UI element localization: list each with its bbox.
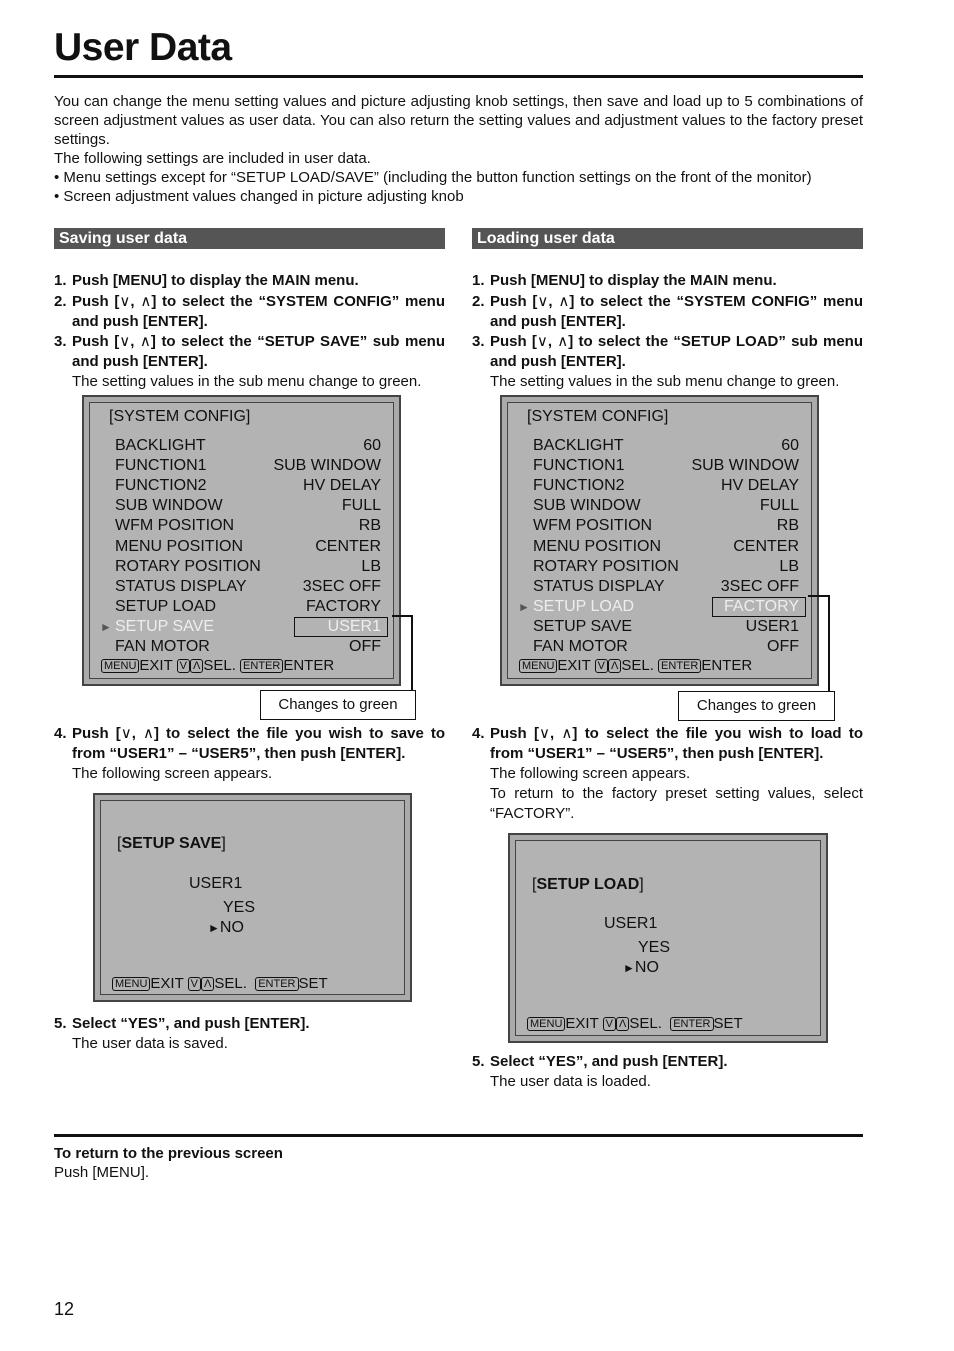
intro-bullet-1: • Menu settings except for “SETUP LOAD/SAVE” (including the button function settings on the front of the monitor): [54, 169, 812, 186]
separator: ,: [547, 333, 558, 350]
footer-exit: EXIT: [557, 657, 591, 674]
menu-row-value: RB: [776, 517, 799, 535]
step-text-b: ] to select the file you wish to save to from “USER1” – “USER5”, then push [ENTER].: [72, 725, 445, 762]
pointer-icon: ►: [518, 599, 530, 614]
system-config-screen-save: [82, 395, 401, 686]
pointer-icon: ►: [100, 619, 112, 634]
step-text: [490, 332, 863, 372]
bracket: ]: [245, 408, 251, 425]
step-text-a: Push [: [490, 293, 538, 310]
title-rule: [54, 75, 863, 78]
menu-row-label[interactable]: FUNCTION2: [115, 477, 207, 495]
step-note-2: To return to the factory preset setting values, select “FACTORY”.: [490, 785, 863, 822]
step-note: The setting values in the sub menu change to green.: [72, 373, 422, 390]
setup-load-screen: [508, 833, 828, 1043]
footer-rule: [54, 1134, 863, 1137]
menu-row-value: LB: [361, 557, 381, 575]
step-text: Push [MENU] to display the MAIN menu.: [490, 272, 777, 289]
page-title: User Data: [54, 26, 232, 69]
separator: ,: [131, 725, 143, 742]
menu-row-value: LB: [779, 557, 799, 575]
step-text: Select “YES”, and push [ENTER].: [72, 1015, 310, 1032]
menu-title: [109, 408, 250, 426]
step-text: [490, 292, 863, 332]
footer-exit: EXIT: [565, 1015, 599, 1032]
menu-row-value: HV DELAY: [721, 477, 799, 495]
step-text-b: ] to select the “SETUP SAVE” sub menu and push [ENTER].: [72, 333, 445, 370]
menu-footer: [101, 657, 334, 674]
return-heading: To return to the previous screen: [54, 1145, 283, 1162]
save-step-2: [54, 292, 445, 332]
separator: ,: [130, 293, 141, 310]
confirm-footer: [112, 975, 328, 992]
menu-row-label[interactable]: SETUP LOAD: [115, 597, 217, 615]
up-key-icon: Λ: [608, 659, 621, 673]
enter-key-icon: ENTER: [658, 659, 701, 673]
menu-row-label[interactable]: ROTARY POSITION: [533, 557, 679, 575]
return-text: Push [MENU].: [54, 1164, 150, 1181]
menu-row-value: FACTORY: [724, 597, 799, 615]
screen-inner: [100, 800, 405, 995]
confirm-yes[interactable]: YES: [638, 939, 671, 956]
menu-row-value: FACTORY: [306, 597, 381, 615]
menu-row-label[interactable]: FUNCTION2: [533, 477, 625, 495]
footer-sel: SEL.: [203, 657, 236, 674]
menu-row-label[interactable]: WFM POSITION: [115, 517, 235, 535]
menu-row-value: OFF: [767, 638, 799, 655]
menu-row-label[interactable]: SETUP SAVE: [115, 617, 214, 635]
down-key-icon: V: [177, 659, 190, 673]
step-note: The setting values in the sub menu change to green.: [490, 373, 840, 390]
confirm-title-text: SETUP SAVE: [121, 835, 222, 852]
step-text: [490, 724, 863, 764]
step-note: The user data is loaded.: [490, 1073, 651, 1090]
menu-title-text: SYSTEM CONFIG: [531, 408, 664, 425]
separator: ,: [549, 725, 562, 742]
menu-row-value: FULL: [341, 497, 381, 515]
menu-key-icon: MENU: [112, 977, 150, 991]
down-arrow-icon: ∨: [536, 333, 548, 350]
menu-key-icon: MENU: [519, 659, 557, 673]
footer-sel: SEL.: [621, 657, 654, 674]
up-arrow-icon: ∧: [558, 293, 570, 310]
down-arrow-icon: ∨: [538, 725, 550, 742]
menu-row-label[interactable]: SETUP SAVE: [533, 617, 632, 635]
confirm-no[interactable]: [208, 919, 244, 937]
step-text-b: ] to select the “SYSTEM CONFIG” menu and push [ENTER].: [490, 293, 863, 330]
up-arrow-icon: ∧: [140, 293, 152, 310]
menu-row-label[interactable]: MENU POSITION: [115, 537, 244, 555]
step-text-b: ] to select the “SYSTEM CONFIG” menu and push [ENTER].: [72, 293, 445, 330]
confirm-footer: [527, 1015, 743, 1032]
system-config-screen-load: [500, 395, 819, 686]
menu-row-label[interactable]: MENU POSITION: [533, 537, 662, 555]
bracket: [: [117, 835, 122, 852]
load-step-5: [472, 1052, 863, 1092]
confirm-yes[interactable]: YES: [223, 899, 256, 916]
callout-line: [411, 615, 413, 691]
footer-exit: EXIT: [139, 657, 173, 674]
load-step-1: [472, 271, 863, 291]
screen-inner: [507, 402, 812, 679]
confirm-file: USER1: [604, 915, 658, 932]
menu-row-value: RB: [358, 517, 381, 535]
step-number: 4.: [54, 725, 67, 742]
footer-set: SET: [298, 975, 328, 992]
menu-row-value: 60: [781, 437, 799, 454]
pointer-icon: ►: [208, 921, 220, 935]
load-step-4: [472, 724, 863, 824]
step-number: 5.: [472, 1053, 485, 1070]
step-text-a: Push [: [72, 293, 120, 310]
step-number: 5.: [54, 1015, 67, 1032]
step-text: [72, 292, 445, 332]
menu-row-label[interactable]: FAN MOTOR: [533, 638, 628, 655]
step-number: 2.: [54, 293, 67, 310]
menu-row-label[interactable]: SUB WINDOW: [115, 497, 223, 515]
footer-sel: SEL.: [214, 975, 247, 992]
step-text-a: Push [: [72, 725, 121, 742]
menu-row-value: SUB WINDOW: [691, 457, 799, 475]
footer-sel: SEL.: [629, 1015, 662, 1032]
up-key-icon: Λ: [616, 1017, 629, 1031]
step-text: Push [MENU] to display the MAIN menu.: [72, 272, 359, 289]
step-text: Select “YES”, and push [ENTER].: [490, 1053, 728, 1070]
menu-row-label[interactable]: SUB WINDOW: [533, 497, 641, 515]
menu-row-value: OFF: [349, 638, 381, 655]
value-highlight-box: [712, 597, 806, 617]
step-text-b: ] to select the file you wish to load to from “USER1” – “USER5”, then push [ENTER].: [490, 725, 864, 762]
up-key-icon: Λ: [190, 659, 203, 673]
menu-row-value: HV DELAY: [303, 477, 381, 495]
intro-paragraph: You can change the menu setting values and picture adjusting knob settings, then save and load up to 5 combinations of screen adjustment values as user data. You can also return the setting values and adjustment values to the factory preset settings.: [54, 93, 863, 148]
callout-line: [392, 615, 412, 617]
menu-row-value: USER1: [327, 617, 381, 635]
step-note: The following screen appears.: [490, 765, 691, 782]
page-number: 12: [54, 1299, 75, 1319]
step-text-a: Push [: [72, 333, 120, 350]
menu-row-label[interactable]: BACKLIGHT: [533, 437, 624, 454]
confirm-title-text: SETUP LOAD: [536, 876, 640, 893]
intro: [54, 92, 863, 206]
confirm-title: [532, 876, 644, 894]
footer-enter: ENTER: [701, 657, 753, 674]
confirm-title: [117, 835, 226, 853]
down-key-icon: V: [603, 1017, 616, 1031]
separator: ,: [130, 333, 140, 350]
step-text-a: Push [: [490, 333, 537, 350]
step-number: 3.: [54, 333, 67, 350]
menu-row-value: 60: [363, 437, 381, 454]
load-step-3: [472, 332, 863, 392]
up-key-icon: Λ: [201, 977, 214, 991]
footer-enter: ENTER: [283, 657, 335, 674]
save-callout: Changes to green: [260, 690, 416, 720]
down-arrow-icon: ∨: [537, 293, 549, 310]
intro-paragraph-2: The following settings are included in user data.: [54, 150, 371, 167]
step-note: The following screen appears.: [72, 765, 273, 782]
load-callout: Changes to green: [678, 691, 835, 721]
menu-footer: [519, 657, 752, 674]
menu-key-icon: MENU: [101, 659, 139, 673]
down-key-icon: V: [188, 977, 201, 991]
menu-row-label[interactable]: FUNCTION1: [533, 457, 625, 475]
bracket: ]: [221, 835, 226, 852]
step-number: 1.: [472, 272, 485, 289]
down-key-icon: V: [595, 659, 608, 673]
step-text-b: ] to select the “SETUP LOAD” sub menu and push [ENTER].: [490, 333, 863, 370]
confirm-no[interactable]: [623, 959, 659, 977]
confirm-no-label: NO: [219, 919, 244, 936]
down-arrow-icon: ∨: [119, 333, 131, 350]
separator: ,: [548, 293, 559, 310]
save-step-4: [54, 724, 445, 784]
save-step-3: [54, 332, 445, 392]
menu-row-label[interactable]: BACKLIGHT: [115, 437, 206, 454]
confirm-no-label: NO: [634, 959, 659, 976]
menu-row-value: FULL: [759, 497, 799, 515]
menu-row-label[interactable]: STATUS DISPLAY: [115, 577, 247, 595]
bracket: ]: [663, 408, 669, 425]
down-arrow-icon: ∨: [119, 293, 131, 310]
menu-row-label[interactable]: ROTARY POSITION: [115, 557, 261, 575]
callout-line: [808, 595, 829, 597]
menu-row-value: 3SEC OFF: [302, 577, 381, 595]
menu-row-label[interactable]: WFM POSITION: [533, 517, 653, 535]
enter-key-icon: ENTER: [240, 659, 283, 673]
menu-row-value: CENTER: [315, 537, 381, 555]
screen-inner: [89, 402, 394, 679]
menu-row-value: 3SEC OFF: [720, 577, 799, 595]
enter-key-icon: ENTER: [255, 977, 298, 991]
confirm-file: USER1: [189, 875, 243, 892]
intro-bullet-2: • Screen adjustment values changed in picture adjusting knob: [54, 188, 464, 205]
step-number: 2.: [472, 293, 485, 310]
step-text: [72, 724, 445, 764]
menu-title: [527, 408, 668, 426]
bracket: [: [527, 408, 532, 425]
footer-exit: EXIT: [150, 975, 184, 992]
saving-heading: Saving user data: [54, 228, 445, 249]
bracket: [: [109, 408, 114, 425]
menu-row-label[interactable]: FUNCTION1: [115, 457, 207, 475]
enter-key-icon: ENTER: [670, 1017, 713, 1031]
step-note: The user data is saved.: [72, 1035, 228, 1052]
footer-set: SET: [713, 1015, 743, 1032]
loading-heading: Loading user data: [472, 228, 863, 249]
up-arrow-icon: ∧: [557, 333, 569, 350]
setup-save-screen: [93, 793, 412, 1002]
menu-row-value: SUB WINDOW: [273, 457, 381, 475]
step-text: [72, 332, 445, 372]
step-number: 4.: [472, 725, 485, 742]
menu-row-value: CENTER: [733, 537, 799, 555]
step-text-a: Push [: [490, 725, 539, 742]
down-arrow-icon: ∨: [120, 725, 132, 742]
up-arrow-icon: ∧: [142, 725, 154, 742]
pointer-icon: ►: [623, 961, 635, 975]
up-arrow-icon: ∧: [139, 333, 151, 350]
menu-row-label[interactable]: STATUS DISPLAY: [533, 577, 665, 595]
save-step-1: [54, 271, 445, 291]
bracket: [: [532, 876, 537, 893]
screen-inner: [515, 840, 821, 1036]
menu-row-label[interactable]: FAN MOTOR: [115, 638, 210, 655]
step-number: 1.: [54, 272, 67, 289]
step-number: 3.: [472, 333, 485, 350]
bracket: ]: [639, 876, 644, 893]
save-step-5: [54, 1014, 445, 1054]
callout-line: [828, 595, 830, 692]
load-step-2: [472, 292, 863, 332]
up-arrow-icon: ∧: [561, 725, 573, 742]
menu-key-icon: MENU: [527, 1017, 565, 1031]
value-highlight-box: [294, 617, 388, 637]
menu-row-label[interactable]: SETUP LOAD: [533, 597, 635, 615]
return-note: [54, 1144, 283, 1182]
menu-title-text: SYSTEM CONFIG: [113, 408, 246, 425]
menu-row-value: USER1: [745, 617, 799, 635]
